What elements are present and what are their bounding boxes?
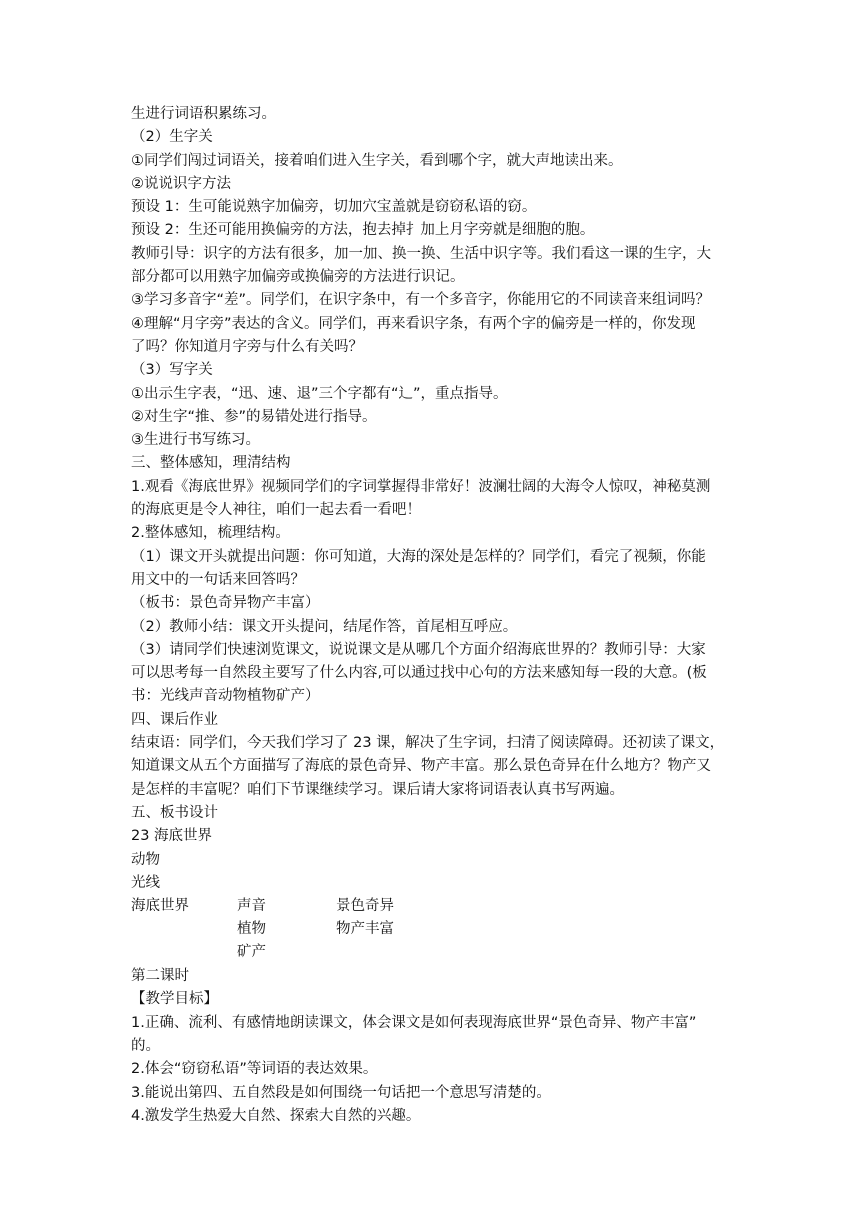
board-aspect: 植物 — [237, 921, 266, 938]
board-aspect: 矿产 — [237, 944, 266, 961]
board-center-label: 海底世界 — [131, 898, 189, 915]
text-line: 了吗？你知道月字旁与什么有关吗？ — [131, 338, 363, 355]
lesson-heading: 第二课时 — [131, 968, 189, 985]
text-line: 教师引导：识字的方法有很多，加一加、换一换、生活中识字等。我们看这一课的生字，大 — [131, 245, 711, 262]
text-line: 是怎样的丰富呢？咱们下节课继续学习。课后请大家将词语表认真书写两遍。 — [131, 781, 624, 798]
text-line: 知道课文从五个方面描写了海底的景色奇异、物产丰富。那么景色奇异在什么地方？物产又 — [131, 758, 711, 775]
text-line: （2）教师小结：课文开头提问，结尾作答，首尾相互呼应。 — [131, 618, 518, 635]
text-line: （板书：景色奇异物产丰富） — [131, 595, 320, 612]
text-line: 1.正确、流利、有感情地朗读课文，体会课文是如何表现海底世界“景色奇异、物产丰富” — [131, 1014, 697, 1031]
text-line: 1.观看《海底世界》视频同学们的字词掌握得非常好！波澜壮阔的大海令人惊叹，神秘莫测 — [131, 478, 711, 495]
text-line: 的。 — [131, 1037, 160, 1054]
text-line: ①出示生字表，“迅、速、退”三个字都有“辶”，重点指导。 — [131, 385, 508, 402]
text-line: ③生进行书写练习。 — [131, 432, 260, 449]
text-line: ②对生字“推、参”的易错处进行指导。 — [131, 408, 377, 425]
text-line: 4.激发学生热爱大自然、探索大自然的兴趣。 — [131, 1107, 421, 1124]
text-line: ③学习多音字“差”。同学们，在识字条中，有一个多音字，你能用它的不同读音来组词吗？ — [131, 292, 711, 309]
text-line: 部分都可以用熟字加偏旁或换偏旁的方法进行识记。 — [131, 269, 465, 286]
text-line: （2）生字关 — [131, 129, 213, 146]
text-line: 2.整体感知，梳理结构。 — [131, 525, 290, 542]
text-line: 结束语：同学们，今天我们学习了 23 课，解决了生字词，扫清了阅读障碍。还初读了课文， — [131, 735, 725, 752]
text-line: （3）写字关 — [131, 362, 213, 379]
board-summary: 物产丰富 — [336, 921, 394, 938]
text-line: （1）课文开头就提出问题：你可知道，大海的深处是怎样的？同学们，看完了视频，你能 — [131, 548, 706, 565]
board-title: 23 海底世界 — [131, 828, 213, 845]
board-summary: 景色奇异 — [336, 898, 394, 915]
text-line: ④理解“月字旁”表达的含义。同学们，再来看识字条，有两个字的偏旁是一样的，你发现 — [131, 315, 696, 332]
text-line: 用文中的一句话来回答吗？ — [131, 571, 305, 588]
text-line: 3.能说出第四、五自然段是如何围绕一句话把一个意思写清楚的。 — [131, 1084, 551, 1101]
board-item: 光线 — [131, 874, 160, 891]
text-line: ①同学们闯过词语关，接着咱们进入生字关，看到哪个字，就大声地读出来。 — [131, 152, 623, 169]
text-line: （3）请同学们快速浏览课文，说说课文是从哪几个方面介绍海底世界的？教师引导：大家 — [131, 641, 706, 658]
board-aspect: 声音 — [237, 898, 266, 915]
section-heading: 三、整体感知，理清结构 — [131, 455, 291, 472]
text-line: 生进行词语积累练习。 — [131, 106, 276, 122]
text-line: 书：光线声音动物植物矿产） — [131, 688, 320, 705]
text-line: 预设 1：生可能说熟字加偏旁，切加穴宝盖就是窃窃私语的窃。 — [131, 199, 537, 216]
section-heading: 四、课后作业 — [131, 711, 218, 728]
text-line: ②说说识字方法 — [131, 175, 231, 192]
objectives-heading: 【教学目标】 — [131, 991, 218, 1008]
text-line: 预设 2：生还可能用换偏旁的方法，抱去掉扌加上月字旁就是细胞的胞。 — [131, 222, 595, 239]
document-body — [131, 103, 735, 1128]
text-line: 可以思考每一自然段主要写了什么内容,可以通过找中心句的方法来感知每一段的大意。(板 — [131, 665, 707, 682]
board-item: 动物 — [131, 851, 160, 868]
text-line: 的海底更是令人神往，咱们一起去看一看吧！ — [131, 502, 421, 519]
section-heading: 五、板书设计 — [131, 804, 218, 821]
text-line: 2.体会“窃窃私语”等词语的表达效果。 — [131, 1061, 378, 1078]
board-design-diagram — [131, 895, 735, 965]
